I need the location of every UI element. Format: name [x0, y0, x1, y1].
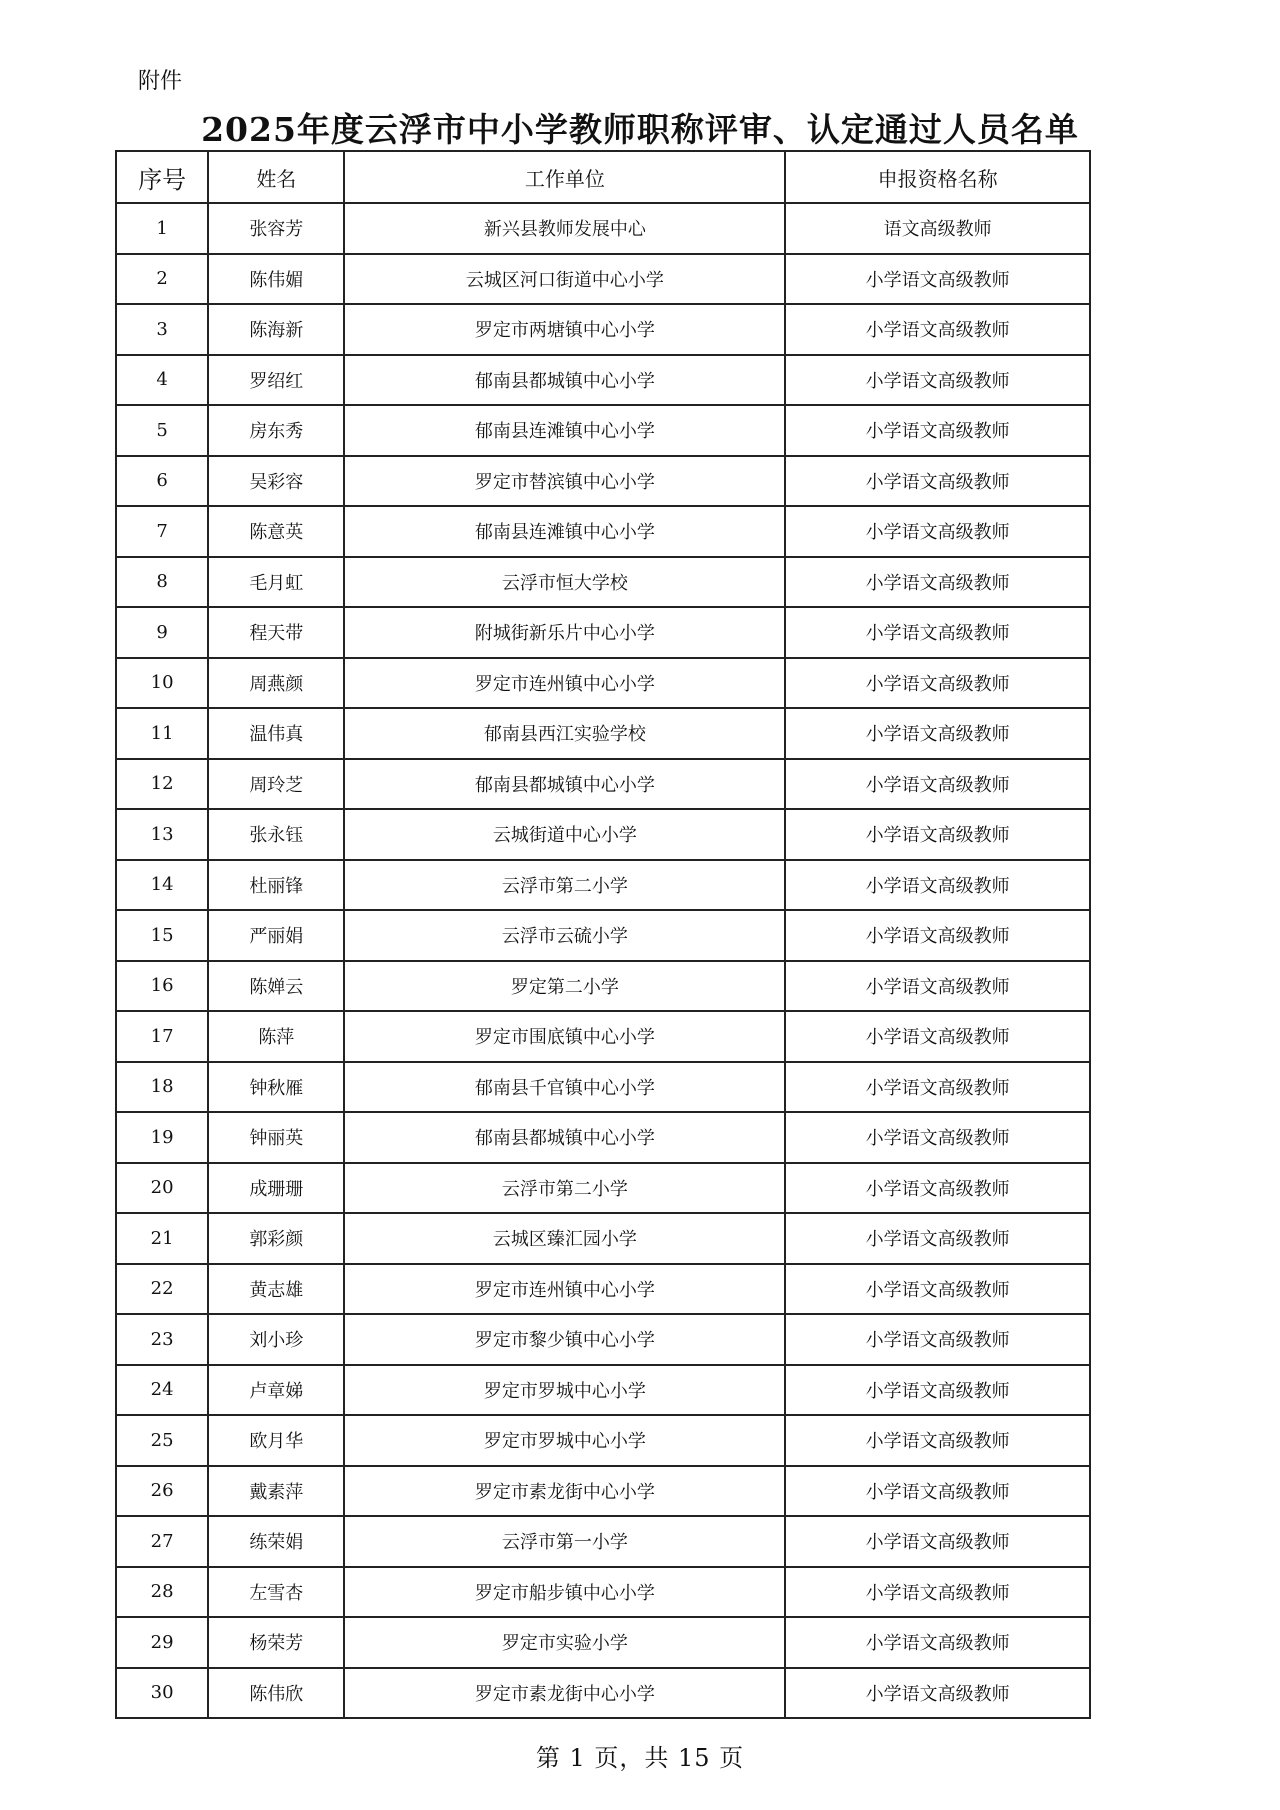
table-row: [116, 1112, 1090, 1163]
cell-serial-number: 10: [116, 658, 208, 709]
cell-work-unit: 罗定市连州镇中心小学: [344, 1264, 785, 1315]
table-row: [116, 1062, 1090, 1113]
roster-table: [115, 150, 1091, 1719]
cell-name: 钟丽英: [208, 1112, 344, 1163]
table-header: [116, 151, 1090, 203]
table-row: [116, 1516, 1090, 1567]
cell-serial-number: 30: [116, 1668, 208, 1719]
cell-qualification: 小学语文高级教师: [785, 1415, 1090, 1466]
cell-name: 陈伟媚: [208, 254, 344, 305]
page-number-footer: 第 1 页，共 15 页: [535, 1744, 745, 1772]
cell-serial-number: 12: [116, 759, 208, 810]
header-qualification: 申报资格名称: [785, 151, 1090, 203]
cell-work-unit: 郁南县都城镇中心小学: [344, 355, 785, 406]
cell-qualification: 小学语文高级教师: [785, 1264, 1090, 1315]
cell-name: 郭彩颜: [208, 1213, 344, 1264]
cell-qualification: 小学语文高级教师: [785, 1112, 1090, 1163]
cell-serial-number: 13: [116, 809, 208, 860]
cell-work-unit: 云城区臻汇园小学: [344, 1213, 785, 1264]
header-serial-number: 序号: [116, 151, 208, 203]
cell-work-unit: 云浮市恒大学校: [344, 557, 785, 608]
cell-name: 陈意英: [208, 506, 344, 557]
cell-name: 欧月华: [208, 1415, 344, 1466]
cell-name: 毛月虹: [208, 557, 344, 608]
cell-name: 吴彩容: [208, 456, 344, 507]
cell-serial-number: 8: [116, 557, 208, 608]
cell-work-unit: 郁南县都城镇中心小学: [344, 759, 785, 810]
cell-qualification: 小学语文高级教师: [785, 557, 1090, 608]
cell-qualification: 小学语文高级教师: [785, 1516, 1090, 1567]
table-row: [116, 1415, 1090, 1466]
table-body: [116, 203, 1090, 1718]
table-row: [116, 355, 1090, 406]
cell-name: 罗绍红: [208, 355, 344, 406]
table-row: [116, 1668, 1090, 1719]
document-title: 2025年度云浮市中小学教师职称评审、认定通过人员名单: [201, 110, 1079, 149]
cell-work-unit: 罗定市素龙街中心小学: [344, 1466, 785, 1517]
cell-qualification: 小学语文高级教师: [785, 304, 1090, 355]
cell-serial-number: 5: [116, 405, 208, 456]
cell-name: 房东秀: [208, 405, 344, 456]
cell-work-unit: 附城街新乐片中心小学: [344, 607, 785, 658]
cell-work-unit: 郁南县连滩镇中心小学: [344, 506, 785, 557]
cell-qualification: 小学语文高级教师: [785, 405, 1090, 456]
cell-qualification: 小学语文高级教师: [785, 658, 1090, 709]
cell-name: 左雪杏: [208, 1567, 344, 1618]
cell-qualification: 小学语文高级教师: [785, 1011, 1090, 1062]
cell-qualification: 小学语文高级教师: [785, 961, 1090, 1012]
cell-serial-number: 25: [116, 1415, 208, 1466]
cell-name: 刘小珍: [208, 1314, 344, 1365]
cell-name: 黄志雄: [208, 1264, 344, 1315]
cell-qualification: 语文高级教师: [785, 203, 1090, 254]
header-row: [116, 151, 1090, 203]
header-work-unit: 工作单位: [344, 151, 785, 203]
cell-qualification: 小学语文高级教师: [785, 1062, 1090, 1113]
cell-serial-number: 9: [116, 607, 208, 658]
cell-serial-number: 11: [116, 708, 208, 759]
cell-name: 陈伟欣: [208, 1668, 344, 1719]
cell-serial-number: 26: [116, 1466, 208, 1517]
cell-work-unit: 新兴县教师发展中心: [344, 203, 785, 254]
table-row: [116, 809, 1090, 860]
cell-serial-number: 4: [116, 355, 208, 406]
cell-qualification: 小学语文高级教师: [785, 506, 1090, 557]
cell-qualification: 小学语文高级教师: [785, 1567, 1090, 1618]
cell-work-unit: 云浮市第二小学: [344, 860, 785, 911]
cell-work-unit: 罗定市船步镇中心小学: [344, 1567, 785, 1618]
cell-work-unit: 云浮市第二小学: [344, 1163, 785, 1214]
cell-serial-number: 2: [116, 254, 208, 305]
attachment-label: 附件: [138, 69, 183, 94]
table-row: [116, 506, 1090, 557]
table-row: [116, 1314, 1090, 1365]
cell-name: 张永钰: [208, 809, 344, 860]
cell-qualification: 小学语文高级教师: [785, 254, 1090, 305]
cell-name: 钟秋雁: [208, 1062, 344, 1113]
cell-qualification: 小学语文高级教师: [785, 1314, 1090, 1365]
cell-serial-number: 28: [116, 1567, 208, 1618]
table-row: [116, 860, 1090, 911]
cell-name: 温伟真: [208, 708, 344, 759]
cell-name: 练荣娟: [208, 1516, 344, 1567]
cell-qualification: 小学语文高级教师: [785, 809, 1090, 860]
cell-qualification: 小学语文高级教师: [785, 759, 1090, 810]
cell-qualification: 小学语文高级教师: [785, 1668, 1090, 1719]
cell-serial-number: 22: [116, 1264, 208, 1315]
cell-work-unit: 罗定市素龙街中心小学: [344, 1668, 785, 1719]
cell-serial-number: 15: [116, 910, 208, 961]
table-row: [116, 456, 1090, 507]
cell-serial-number: 3: [116, 304, 208, 355]
table-row: [116, 759, 1090, 810]
cell-work-unit: 罗定市实验小学: [344, 1617, 785, 1668]
table-row: [116, 1617, 1090, 1668]
table-row: [116, 1567, 1090, 1618]
cell-name: 杜丽锋: [208, 860, 344, 911]
cell-name: 戴素萍: [208, 1466, 344, 1517]
table-row: [116, 1264, 1090, 1315]
table-row: [116, 1466, 1090, 1517]
cell-qualification: 小学语文高级教师: [785, 1163, 1090, 1214]
cell-serial-number: 7: [116, 506, 208, 557]
table-row: [116, 708, 1090, 759]
cell-qualification: 小学语文高级教师: [785, 456, 1090, 507]
cell-name: 卢章娣: [208, 1365, 344, 1416]
cell-name: 陈萍: [208, 1011, 344, 1062]
cell-work-unit: 罗定第二小学: [344, 961, 785, 1012]
cell-serial-number: 6: [116, 456, 208, 507]
cell-work-unit: 罗定市两塘镇中心小学: [344, 304, 785, 355]
table-row: [116, 1011, 1090, 1062]
cell-work-unit: 郁南县西江实验学校: [344, 708, 785, 759]
cell-qualification: 小学语文高级教师: [785, 1466, 1090, 1517]
cell-serial-number: 18: [116, 1062, 208, 1113]
cell-name: 陈婵云: [208, 961, 344, 1012]
cell-work-unit: 云浮市第一小学: [344, 1516, 785, 1567]
header-name: 姓名: [208, 151, 344, 203]
cell-work-unit: 郁南县都城镇中心小学: [344, 1112, 785, 1163]
table-row: [116, 961, 1090, 1012]
cell-serial-number: 23: [116, 1314, 208, 1365]
cell-name: 杨荣芳: [208, 1617, 344, 1668]
cell-serial-number: 14: [116, 860, 208, 911]
cell-name: 张容芳: [208, 203, 344, 254]
cell-name: 程天带: [208, 607, 344, 658]
cell-name: 严丽娟: [208, 910, 344, 961]
cell-work-unit: 罗定市罗城中心小学: [344, 1365, 785, 1416]
cell-serial-number: 29: [116, 1617, 208, 1668]
cell-qualification: 小学语文高级教师: [785, 1365, 1090, 1416]
cell-qualification: 小学语文高级教师: [785, 910, 1090, 961]
table-row: [116, 1213, 1090, 1264]
cell-qualification: 小学语文高级教师: [785, 1617, 1090, 1668]
cell-name: 陈海新: [208, 304, 344, 355]
cell-work-unit: 罗定市替滨镇中心小学: [344, 456, 785, 507]
table-row: [116, 1163, 1090, 1214]
cell-name: 成珊珊: [208, 1163, 344, 1214]
cell-qualification: 小学语文高级教师: [785, 607, 1090, 658]
cell-name: 周玲芝: [208, 759, 344, 810]
cell-serial-number: 17: [116, 1011, 208, 1062]
table-row: [116, 910, 1090, 961]
cell-work-unit: 云城街道中心小学: [344, 809, 785, 860]
cell-qualification: 小学语文高级教师: [785, 708, 1090, 759]
cell-serial-number: 27: [116, 1516, 208, 1567]
cell-qualification: 小学语文高级教师: [785, 355, 1090, 406]
cell-work-unit: 罗定市罗城中心小学: [344, 1415, 785, 1466]
table-row: [116, 607, 1090, 658]
cell-serial-number: 16: [116, 961, 208, 1012]
cell-work-unit: 郁南县千官镇中心小学: [344, 1062, 785, 1113]
cell-work-unit: 罗定市黎少镇中心小学: [344, 1314, 785, 1365]
cell-work-unit: 云城区河口街道中心小学: [344, 254, 785, 305]
table-row: [116, 254, 1090, 305]
cell-qualification: 小学语文高级教师: [785, 1213, 1090, 1264]
cell-work-unit: 罗定市围底镇中心小学: [344, 1011, 785, 1062]
table-row: [116, 557, 1090, 608]
table-row: [116, 1365, 1090, 1416]
cell-work-unit: 郁南县连滩镇中心小学: [344, 405, 785, 456]
table-row: [116, 405, 1090, 456]
cell-serial-number: 19: [116, 1112, 208, 1163]
cell-serial-number: 1: [116, 203, 208, 254]
table-row: [116, 304, 1090, 355]
table-row: [116, 658, 1090, 709]
cell-name: 周燕颜: [208, 658, 344, 709]
cell-serial-number: 24: [116, 1365, 208, 1416]
table-row: [116, 203, 1090, 254]
cell-work-unit: 云浮市云硫小学: [344, 910, 785, 961]
cell-qualification: 小学语文高级教师: [785, 860, 1090, 911]
cell-serial-number: 21: [116, 1213, 208, 1264]
cell-work-unit: 罗定市连州镇中心小学: [344, 658, 785, 709]
cell-serial-number: 20: [116, 1163, 208, 1214]
